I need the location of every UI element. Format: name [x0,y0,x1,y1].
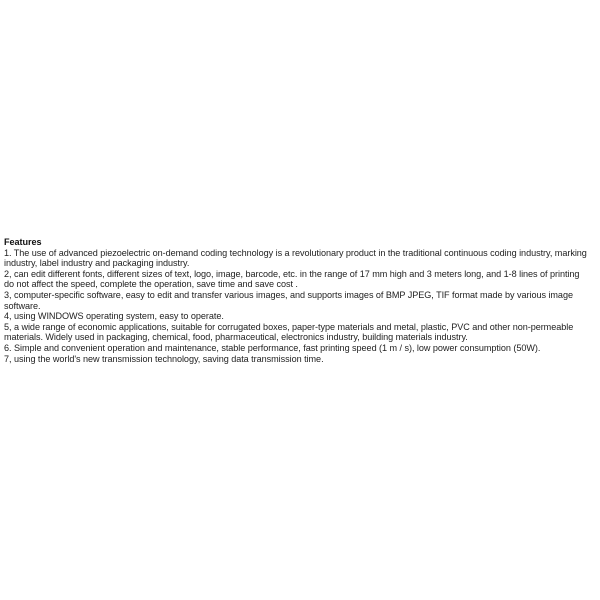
features-heading: Features [4,237,42,247]
feature-item-2: 2, can edit different fonts, different sizes of text, logo, image, barcode, etc. in the range of 17 mm high and 3 meters long, and 1-8 lines of printing do not affect the speed, complete the operation, save time and save cost . [4,268,580,290]
feature-item-7: 7, using the world's new transmission technology, saving data transmission time. [4,353,324,364]
feature-item-3: 3, computer-specific software, easy to edit and transfer various images, and supports images of BMP JPEG, TIF format made by various image software. [4,289,573,311]
features-section [4,237,590,364]
feature-item-1: 1. The use of advanced piezoelectric on-demand coding technology is a revolutionary product in the traditional continuous coding industry, marking industry, label industry and packaging industry. [4,247,587,269]
feature-item-4: 4, using WINDOWS operating system, easy to operate. [4,311,224,322]
feature-item-6: 6. Simple and convenient operation and maintenance, stable performance, fast printing speed (1 m / s), low power consumption (50W). [4,342,541,353]
feature-item-5: 5, a wide range of economic applications, suitable for corrugated boxes, paper-type materials and metal, plastic, PVC and other non-permeable materials. Widely used in packaging, chemical, food, pharmaceutical, electronics industry, building materials industry. [4,321,574,343]
